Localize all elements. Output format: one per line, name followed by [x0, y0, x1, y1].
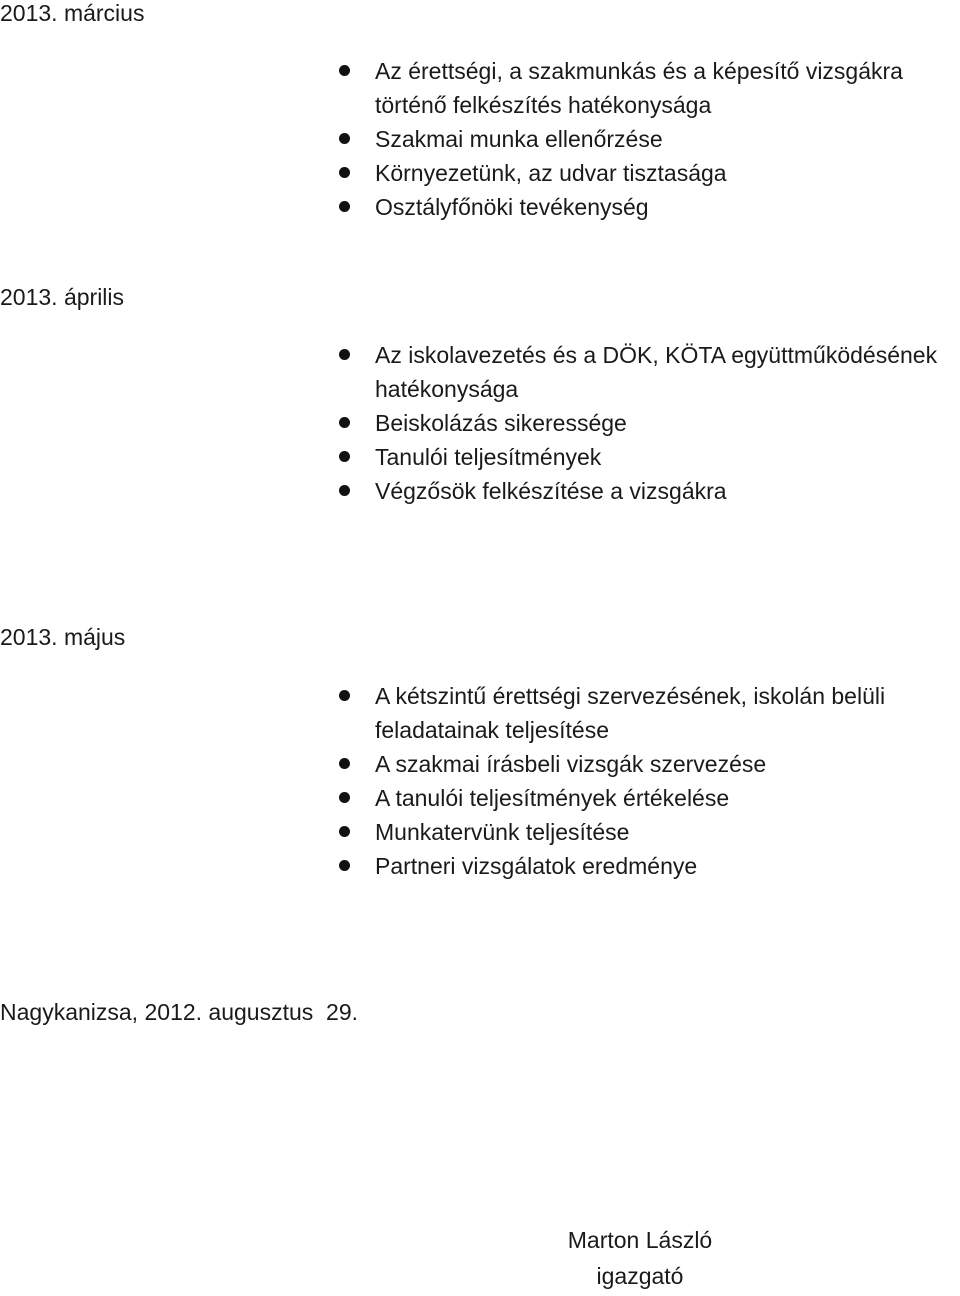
list-item-text: Beiskolázás sikeressége [375, 410, 627, 436]
list-item-text: Az iskolavezetés és a DÖK, KÖTA együttműködésének hatékonysága [375, 342, 938, 402]
list-item-text: Partneri vizsgálatok eredménye [375, 853, 698, 879]
bullet-icon [339, 201, 350, 212]
list-item [375, 190, 960, 224]
bullet-icon [339, 167, 350, 178]
signature-name: Marton László [567, 1227, 713, 1253]
signature-title: igazgató [596, 1263, 684, 1289]
list-item-text: Szakmai munka ellenőrzése [375, 126, 663, 152]
list-item-text: Az érettségi, a szakmunkás és a képesítő vizsgákra történő felkészítés hatékonysága [375, 58, 903, 118]
bullet-icon [339, 349, 350, 360]
bullet-icon [339, 65, 350, 76]
list-item [375, 815, 960, 849]
bullet-icon [339, 792, 350, 803]
signature-block [540, 1222, 740, 1294]
bullet-list-majus [375, 679, 960, 883]
bullet-icon [339, 826, 350, 837]
section-heading-aprilis: 2013. április [0, 284, 125, 310]
bullet-icon [339, 417, 350, 428]
list-item-text: Végzősök felkészítése a vizsgákra [375, 478, 727, 504]
list-item [375, 338, 960, 406]
bullet-icon [339, 451, 350, 462]
list-item-text: A kétszintű érettségi szervezésének, iskolán belüli feladatainak teljesítése [375, 683, 886, 743]
bullet-list-aprilis [375, 338, 960, 508]
bullet-list-marcius [375, 54, 960, 224]
list-item [375, 849, 960, 883]
list-item-text: A szakmai írásbeli vizsgák szervezése [375, 751, 767, 777]
list-item [375, 406, 960, 440]
list-item-text: Munkatervünk teljesítése [375, 819, 630, 845]
list-item [375, 474, 960, 508]
list-item [375, 679, 935, 747]
list-item-text: Osztályfőnöki tevékenység [375, 194, 649, 220]
list-item [375, 781, 960, 815]
list-item [375, 122, 960, 156]
list-item-text: Tanulói teljesítmények [375, 444, 602, 470]
list-item-text: A tanulói teljesítmények értékelése [375, 785, 730, 811]
list-item [375, 156, 960, 190]
bullet-icon [339, 485, 350, 496]
section-heading-majus: 2013. május [0, 624, 126, 650]
section-heading-marcius: 2013. március [0, 0, 145, 26]
list-item-text: Környezetünk, az udvar tisztasága [375, 160, 727, 186]
bullet-icon [339, 860, 350, 871]
list-item [375, 747, 960, 781]
place-date: Nagykanizsa, 2012. augusztus 29. [0, 999, 359, 1025]
bullet-icon [339, 758, 350, 769]
bullet-icon [339, 690, 350, 701]
bullet-icon [339, 133, 350, 144]
list-item [375, 440, 960, 474]
list-item [375, 54, 930, 122]
